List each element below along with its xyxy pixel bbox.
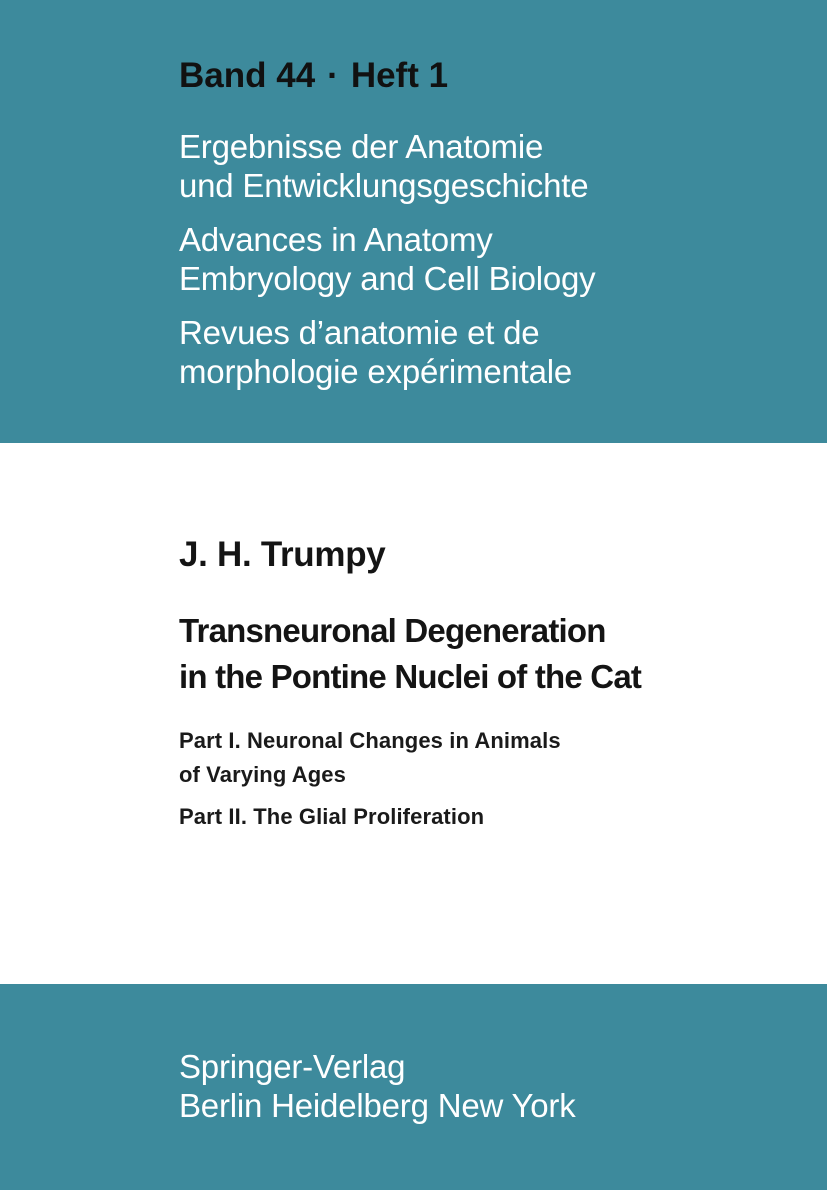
part-one-line-1: Part I. Neuronal Changes in Animals: [179, 728, 561, 753]
journal-title-english-line-1: Advances in Anatomy: [179, 221, 493, 258]
part-one-subtitle: [179, 724, 561, 792]
journal-title-german-line-1: Ergebnisse der Anatomie: [179, 128, 544, 165]
book-title-line-1: Transneuronal Degeneration: [179, 612, 606, 649]
journal-title-german: [179, 127, 588, 205]
publisher-locations: Berlin Heidelberg New York: [179, 1087, 576, 1124]
series-separator: ·: [327, 56, 339, 95]
author-name: J. H. Trumpy: [179, 535, 386, 574]
journal-title-french-line-1: Revues d’anatomie et de: [179, 314, 540, 351]
publisher-imprint: [179, 1047, 576, 1125]
series-volume-issue: [179, 56, 448, 96]
part-one-line-2: of Varying Ages: [179, 762, 346, 787]
part-two-subtitle: Part II. The Glial Proliferation: [179, 804, 485, 829]
book-title: [179, 608, 641, 700]
journal-title-english: [179, 220, 595, 298]
volume-number: Band 44: [179, 56, 316, 95]
journal-title-french-line-2: morphologie expérimentale: [179, 353, 573, 390]
issue-number: Heft 1: [350, 56, 449, 95]
book-title-line-2: in the Pontine Nuclei of the Cat: [179, 658, 642, 695]
journal-title-french: [179, 313, 572, 391]
journal-title-english-line-2: Embryology and Cell Biology: [179, 260, 596, 297]
journal-title-german-line-2: und Entwicklungsgeschichte: [179, 167, 589, 204]
publisher-name: Springer-Verlag: [179, 1048, 406, 1085]
